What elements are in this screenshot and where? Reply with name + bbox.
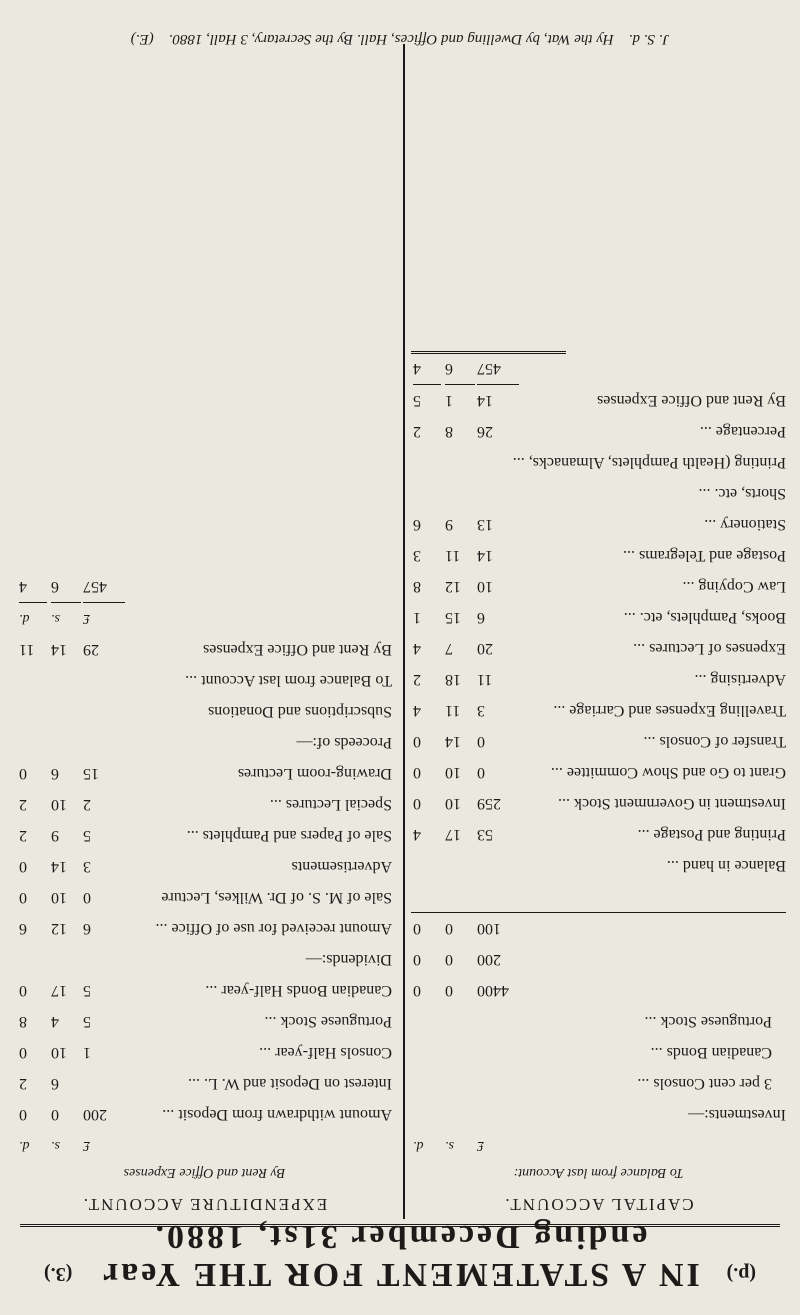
table-row (411, 385, 786, 416)
capital-account-title: CAPITAL ACCOUNT. (503, 1195, 694, 1214)
amount-shillings: 0 (51, 1106, 59, 1123)
table-row (17, 758, 392, 789)
amount-pence: 4 (413, 826, 421, 843)
table-row (411, 1006, 786, 1037)
row-label: Investment in Government Stock ... (558, 795, 786, 812)
table-row (411, 819, 786, 850)
amount-pence: 3 (413, 547, 421, 564)
table-row (17, 789, 392, 820)
row-label: Canadian Bonds ... (650, 1044, 772, 1061)
table-row (17, 727, 392, 758)
row-label: Postage and Telegrams ... (623, 547, 786, 564)
amount-pounds: 0 (83, 889, 91, 906)
unit-pounds: £ (83, 1138, 90, 1153)
amount-shillings: 0 (445, 920, 453, 937)
amount-pounds: 3 (477, 702, 485, 719)
amount-pence: 0 (19, 858, 27, 875)
column-divider (403, 44, 405, 1219)
footer-imprint (40, 30, 760, 47)
amount-pence: 5 (413, 392, 421, 409)
amount-pounds: 15 (83, 765, 99, 782)
table-row (411, 633, 786, 664)
amount-shillings: 10 (51, 796, 67, 813)
table-row (411, 695, 786, 726)
table-row (411, 571, 786, 602)
amount-pence: 0 (413, 951, 421, 968)
table-row (411, 944, 786, 975)
table-row (17, 820, 392, 851)
expenditure-account-title: EXPENDITURE ACCOUNT. (81, 1195, 328, 1214)
table-row (411, 1099, 786, 1130)
table-row (17, 696, 392, 727)
row-label: Stationery ... (704, 516, 786, 533)
amount-pence: 8 (413, 578, 421, 595)
amount-pence: 0 (413, 764, 421, 781)
amount-pounds: 14 (477, 392, 493, 409)
table-row (411, 850, 786, 881)
amount-pounds: 259 (477, 795, 501, 812)
unit-pence: d. (413, 1138, 424, 1153)
amount-shillings: 6 (51, 1075, 59, 1092)
amount-pounds: 2 (83, 796, 91, 813)
table-row (17, 851, 392, 882)
amount-pence: 0 (413, 795, 421, 812)
page-title: IN A STATEMENT FOR THE Year ending December 31st, 1880. (100, 1218, 700, 1293)
amount-pence: 0 (19, 1106, 27, 1123)
table-row (17, 913, 392, 944)
amount-pence: 4 (413, 702, 421, 719)
amount-shillings: 17 (445, 826, 461, 843)
amount-pounds: 29 (83, 641, 99, 658)
amount-shillings: 12 (51, 920, 67, 937)
row-label: Balance in hand ... (666, 857, 786, 874)
row-label: Drawing-room Lectures (237, 765, 392, 782)
row-label: Dividends:— (305, 951, 392, 968)
amount-pounds: 5 (83, 1013, 91, 1030)
amount-pounds: 6 (477, 609, 485, 626)
table-row (17, 665, 392, 696)
amount-shillings: 11 (445, 547, 461, 564)
unit-shillings: s. (445, 1138, 454, 1153)
table-row (411, 1068, 786, 1099)
amount-pounds: 53 (477, 826, 493, 843)
amount-pence: 0 (19, 982, 27, 999)
amount-shillings: 11 (445, 702, 461, 719)
amount-pence: 2 (19, 827, 27, 844)
row-label: To Balance from last Account ... (185, 672, 392, 689)
amount-shillings: 7 (445, 640, 453, 657)
table-row (411, 540, 786, 571)
amount-pence: 0 (413, 733, 421, 750)
table-row (411, 757, 786, 788)
footer-imprint-text: Hy the Wat, by Dwelling and Offices, Hall. By the Secretary, 3 Hall, 1880. (168, 31, 614, 47)
amount-pence: 2 (19, 796, 27, 813)
total-pounds: 457 (83, 571, 125, 603)
amount-shillings: 6 (51, 765, 59, 782)
amount-pounds: 0 (477, 733, 485, 750)
row-label: Amount withdrawn from Deposit ... (162, 1106, 392, 1123)
table-row (17, 944, 392, 975)
amount-pounds: 200 (83, 1106, 107, 1123)
row-label: Special Lectures ... (269, 796, 392, 813)
row-label: Portuguese Stock ... (644, 1013, 772, 1030)
units-row (411, 1130, 786, 1161)
total-double-rule (411, 347, 566, 354)
total-pounds: 457 (477, 353, 519, 385)
row-label: Investments:— (688, 1106, 786, 1123)
amount-shillings: 14 (51, 641, 67, 658)
row-label: Transfer of Consols ... (643, 733, 786, 750)
amount-pounds: 1 (83, 1044, 91, 1061)
unit-pence: d. (19, 611, 30, 626)
row-label: Sale of Papers and Pamphlets ... (186, 827, 392, 844)
top-double-rule (20, 1224, 780, 1227)
section-separator (411, 881, 786, 913)
row-label: Shorts, etc. ... (698, 485, 786, 502)
amount-pence: 6 (19, 920, 27, 937)
table-row (17, 1006, 392, 1037)
unit-shillings: s. (51, 611, 60, 626)
unit-pounds: £ (83, 611, 90, 626)
row-label: Proceeds of:— (296, 734, 392, 751)
amount-pounds: 5 (83, 827, 91, 844)
page-heading (40, 1217, 760, 1293)
amount-pounds: 0 (477, 764, 485, 781)
amount-shillings: 17 (51, 982, 67, 999)
table-row (411, 788, 786, 819)
units-row (17, 603, 392, 634)
amount-shillings: 15 (445, 609, 461, 626)
amount-pence: 2 (413, 671, 421, 688)
amount-shillings: 18 (445, 671, 461, 688)
amount-pence: 2 (19, 1075, 27, 1092)
amount-shillings: 0 (445, 982, 453, 999)
table-row (411, 726, 786, 757)
amount-pounds: 10 (477, 578, 493, 595)
table-row (17, 882, 392, 913)
amount-pounds: 13 (477, 516, 493, 533)
row-label: Printing and Postage ... (637, 826, 786, 843)
expenditure-account-column (17, 572, 392, 1219)
amount-shillings: 4 (51, 1013, 59, 1030)
total-pence: 4 (19, 571, 47, 603)
table-row (411, 447, 786, 478)
amount-pence: 8 (19, 1013, 27, 1030)
table-row (17, 1099, 392, 1130)
table-row (411, 509, 786, 540)
table-row (411, 602, 786, 633)
row-label: Printing (Health Pamphlets, Almanacks, ... (512, 454, 786, 471)
amount-pence: 0 (19, 889, 27, 906)
amount-shillings: 1 (445, 392, 453, 409)
row-label: Books, Pamphlets, etc. ... (623, 609, 786, 626)
row-label: Canadian Bonds Half-year ... (205, 982, 392, 999)
amount-pence: 1 (413, 609, 421, 626)
row-label: Law Copying ... (682, 578, 786, 595)
amount-shillings: 10 (51, 889, 67, 906)
total-pence: 4 (413, 353, 441, 385)
amount-pounds: 5 (83, 982, 91, 999)
footer-right-initials: (E.) (130, 31, 154, 47)
amount-pence: 0 (413, 920, 421, 937)
amount-pence: 0 (19, 1044, 27, 1061)
amount-shillings: 10 (445, 795, 461, 812)
expenditure-account-subtitle: By Rent and Office Expenses (123, 1165, 286, 1180)
row-label: Grant to Go and Show Committee ... (550, 764, 786, 781)
row-label: Interest on Deposit and W. L. ... (188, 1075, 392, 1092)
amount-pounds: 11 (477, 671, 493, 688)
amount-pounds: 100 (477, 920, 501, 937)
row-label: Subscriptions and Donations (208, 703, 392, 720)
amount-pounds: 200 (477, 951, 501, 968)
capital-account-subtitle: To Balance from last Account: (513, 1165, 684, 1180)
row-label: By Rent and Office Expenses (597, 392, 786, 409)
amount-pence: 2 (413, 423, 421, 440)
capital-account-column (411, 347, 786, 1219)
amount-pounds: 4400 (477, 982, 509, 999)
amount-shillings: 9 (51, 827, 59, 844)
row-label: Travelling Expenses and Carriage ... (553, 702, 786, 719)
amount-shillings: 14 (51, 858, 67, 875)
footer-left-initials: J. S. d. (628, 31, 670, 47)
table-row (411, 1037, 786, 1068)
table-row (411, 975, 786, 1006)
page-reference: (3.) (44, 1263, 73, 1285)
row-label: By Rent and Office Expenses (203, 641, 392, 658)
total-row (17, 572, 392, 603)
row-label: Advertising ... (694, 671, 786, 688)
unit-shillings: s. (51, 1138, 60, 1153)
amount-pounds: 6 (83, 920, 91, 937)
units-row (17, 1130, 392, 1161)
table-row (17, 1068, 392, 1099)
table-row (17, 975, 392, 1006)
total-shillings: 6 (445, 353, 475, 385)
amount-pence: 11 (19, 641, 35, 658)
row-label: 3 per cent Consols ... (637, 1075, 772, 1092)
amount-shillings: 8 (445, 423, 453, 440)
page-number: (p.) (726, 1263, 756, 1285)
row-label: Consols Half-year ... (259, 1044, 392, 1061)
table-row (411, 478, 786, 509)
row-label: Expenses of Lectures ... (633, 640, 786, 657)
amount-shillings: 12 (445, 578, 461, 595)
row-label: Percentage ... (699, 423, 786, 440)
amount-shillings: 14 (445, 733, 461, 750)
unit-pence: d. (19, 1138, 30, 1153)
row-label: Portuguese Stock ... (264, 1013, 392, 1030)
amount-pounds: 14 (477, 547, 493, 564)
amount-pounds: 26 (477, 423, 493, 440)
total-row (411, 354, 786, 385)
amount-shillings: 9 (445, 516, 453, 533)
amount-pence: 0 (413, 982, 421, 999)
amount-pence: 4 (413, 640, 421, 657)
table-row (17, 1037, 392, 1068)
row-label: Sale of M. S. of Dr. Wilkes, Lecture (161, 889, 392, 906)
table-row (411, 416, 786, 447)
row-label: Advertisements (291, 858, 392, 875)
table-row (411, 664, 786, 695)
amount-pounds: 3 (83, 858, 91, 875)
amount-shillings: 10 (51, 1044, 67, 1061)
amount-pounds: 20 (477, 640, 493, 657)
table-row (411, 913, 786, 944)
total-shillings: 6 (51, 571, 81, 603)
row-label: Amount received for use of Office ... (155, 920, 392, 937)
amount-shillings: 10 (445, 764, 461, 781)
amount-shillings: 0 (445, 951, 453, 968)
amount-pence: 6 (413, 516, 421, 533)
amount-pence: 0 (19, 765, 27, 782)
unit-pounds: £ (477, 1138, 484, 1153)
table-row (17, 634, 392, 665)
